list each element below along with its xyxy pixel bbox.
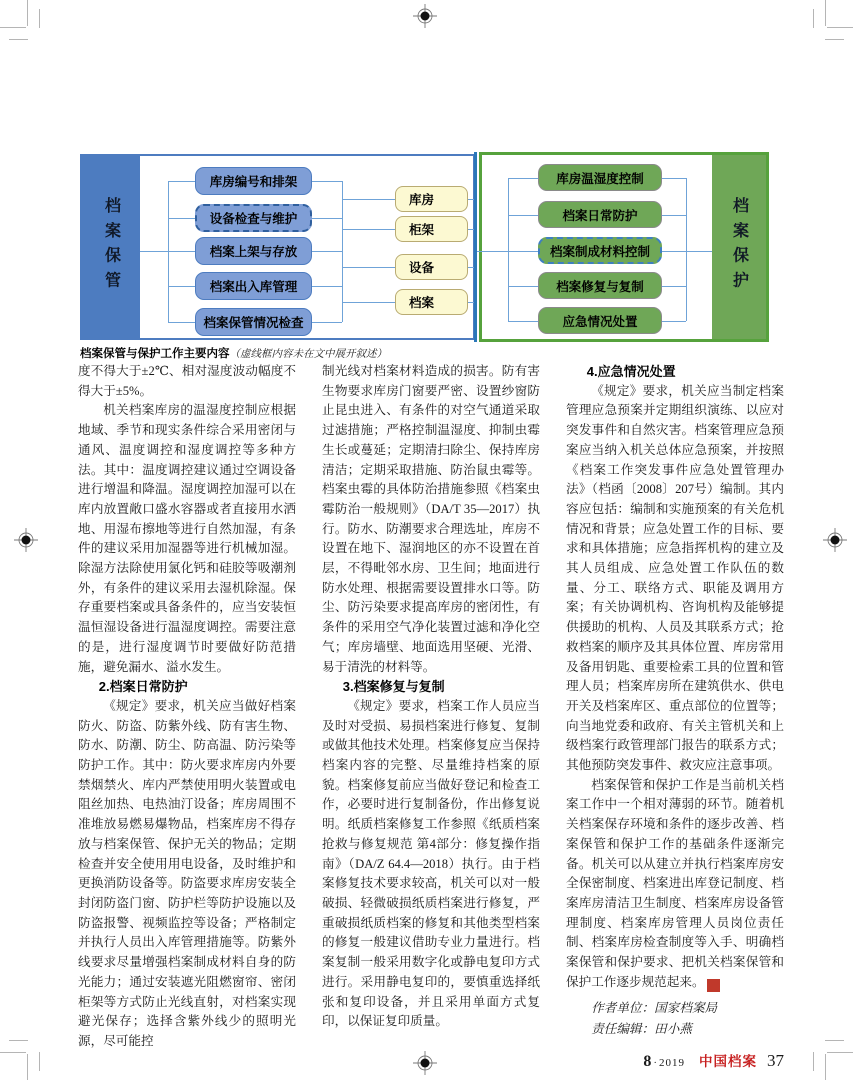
responsible-editor: 责任编辑：田小燕 — [591, 1021, 692, 1036]
diagram-box-daily-protection: 档案日常防护 — [538, 201, 662, 228]
connector-line — [508, 178, 509, 321]
connector-line — [686, 178, 687, 321]
connector-line — [662, 215, 686, 216]
diagram-caption — [80, 345, 700, 361]
closing-text: 档案保管和保护工作是当前机关档案工作中一个相对薄弱的环节。随着机关档案保存环境和条件的逐步改善、档案保管和保护工作的基础条件逐渐完备。机关可以从建立并执行档案库房安全保密制度、档案进出库登记制度、档案库房清洁卫生制度、档案库房设备管理制度、档案库房管理人员岗位责任制、档案库房检查制度等入手、明确档案保管和保护要求、把机关档案保管和保护工作逐步规范起来。 — [566, 777, 784, 989]
paragraph-daily-protection: 《规定》要求，机关应当做好档案防火、防盗、防紫外线、防有害生物、防水、防潮、防尘、防高温、防污染等防护工作。其中：防火要求库房内外要禁烟禁火、库内严禁使用明火装置或电阻丝加热、电热油汀设备；库房周围不准堆放易燃易爆物品，档案库房不得存放与档案保管、保护无关的物品；定期检查并安全使用用电设备，及时维护和更换消防设备等。防盗要求库房安装全封闭防盗门窗、防护栏等防护设施以及防盗报警、视频监控等设备；严格制定并执行人员出入库管理措施等。防紫外线要求尽量增强档案制成材料自身的防光能力；通过安装遮光阻燃窗帘、密闭柜架等方式防止光线直射，对档案实现避光保存；选择含紫外线少的照明光源，尽可能控 — [78, 698, 296, 1048]
connector-line — [342, 267, 395, 268]
connector-line — [662, 251, 686, 252]
page-number: 37 — [767, 1050, 784, 1070]
connector-line — [312, 286, 342, 287]
connector-line — [686, 251, 712, 252]
paragraph-closing — [566, 776, 784, 993]
paragraph-continuation: 制光线对档案材料造成的损害。防有害生物要求库房门窗要严密、设置纱窗防止昆虫进入、有条件的对空气通道采取过滤措施；严格控制温湿度、抑制虫霉生长或蔓延；定期清扫除尘、保持库房清洁；定期采取措施、防治鼠虫霉等。档案虫霉的具体防治措施参照《档案虫霉防治一般规则》（DA/T 35—2017）执行。防水、防潮要求合理选址，库房不设置在地下、湿润地区的亦不设置在首层，不得毗邻水房、卫生间；地面进行防水处理、根据需要设置排水口等。防尘、防污染要求提高库房的密闭性，有条件的采用空气净化装置过滤和净化空气；库房墙壁、地面选用坚硬、光滑、易于清洗的材料等。 — [322, 364, 540, 674]
diagram-divider — [474, 152, 477, 342]
issue-number: 8 — [643, 1052, 652, 1070]
connector-line — [168, 322, 195, 323]
connector-line — [168, 251, 195, 252]
connector-line — [508, 286, 538, 287]
column-3 — [566, 362, 784, 1070]
connector-line — [140, 251, 168, 252]
registration-mark-right — [823, 528, 847, 552]
connector-line — [508, 321, 538, 322]
paragraph-temp-humidity: 机关档案库房的温湿度控制应根据地域、季节和现实条件综合采用密闭与通风、温度调控和湿度调控等多种方法。其中：温度调控建议通过空调设备进行增温和降温。湿度调控加湿可以在库内放置敞口盛水容器或者直接用水洒地、用湿布擦地等进行自然加湿，有条件的建议采用加湿器等进行机械加湿。除湿方法除使用氯化钙和硅胶等吸潮剂外，有条件的建议采用去湿机除湿。保存重要档案或具备条件的，应当安装恒温恒湿设备进行温湿度调控。需要注意的是，进行湿度调节时要做好防范措施，避免漏水、溢水发生。 — [78, 403, 296, 674]
diagram-box-cabinet: 柜架 — [395, 216, 468, 242]
diagram-box-shelving: 档案上架与存放 — [195, 237, 312, 265]
issue-separator: · — [653, 1056, 657, 1069]
column-1 — [78, 362, 296, 1048]
connector-line — [312, 218, 342, 219]
diagram-box-storage-numbering: 库房编号和排架 — [195, 167, 312, 195]
protection-section-label: 档案保护 — [730, 197, 748, 297]
diagram-box-archives: 档案 — [395, 289, 468, 315]
connector-line — [662, 286, 686, 287]
connector-line — [342, 229, 395, 230]
diagram-box-inout-management: 档案出入库管理 — [195, 272, 312, 300]
heading-repair-duplication: 3.档案修复与复制 — [342, 679, 445, 695]
article-body — [78, 362, 784, 1070]
connector-line — [508, 178, 538, 179]
connector-line — [508, 251, 538, 252]
magazine-logo: 中国档案 — [699, 1053, 757, 1069]
connector-line — [662, 321, 686, 322]
page-footer — [566, 1040, 784, 1071]
diagram-caption-note: （虚线框内容未在文中展开叙述） — [229, 349, 387, 360]
connector-line — [477, 251, 508, 252]
paragraph-repair-duplication: 《规定》要求，档案工作人员应当及时对受损、易损档案进行修复、复制或做其他技术处理。档案修复应当保持档案内容的完整、尽量维持档案的原貌。档案修复前应当做好登记和检查工作，必要时进行复制备份，作出修复说明。纸质档案修复工作参照《纸质档案抢救与修复规范 第4部分：修复操作指南》（DA/Z 64.4—2018）执行。由于档案修复技术要求较高，机关可以对一般破损、轻微破损纸质档案进行修复，严重破损纸质档案的修复和其他类型档案的修复一般建议借助专业力量进行。档案复制一般采用数字化或静电复印方式进行。采用静电复印的，要慎重选择纸张和复印设备，并且采用单面方式复印，以保证复印质量。 — [322, 698, 540, 1029]
connector-line — [168, 181, 195, 182]
storage-section-bar — [82, 156, 140, 338]
connector-line — [508, 215, 538, 216]
issue-year: 2019 — [659, 1056, 685, 1069]
registration-mark-left — [14, 528, 38, 552]
connector-line — [168, 218, 195, 219]
protection-section-bar — [712, 155, 766, 339]
diagram-box-temp-humidity-control: 库房温湿度控制 — [538, 164, 662, 191]
archive-workflow-diagram — [80, 152, 770, 342]
diagram-box-emergency-handling: 应急情况处置 — [538, 307, 662, 334]
column-2 — [322, 362, 540, 1029]
connector-line — [662, 178, 686, 179]
registration-mark-top — [413, 4, 437, 28]
diagram-box-material-control: 档案制成材料控制 — [538, 237, 662, 264]
author-info — [566, 998, 784, 1040]
diagram-box-equipment-check: 设备检查与维护 — [195, 204, 312, 232]
article-end-seal: 档 — [707, 979, 720, 992]
heading-daily-protection: 2.档案日常防护 — [98, 679, 188, 695]
paragraph-continuation: 度不得大于±2℃、相对湿度波动幅度不得大于±5%。 — [78, 364, 296, 398]
registration-mark-bottom — [413, 1051, 437, 1075]
connector-line — [342, 302, 395, 303]
diagram-caption-title: 档案保管与保护工作主要内容 — [80, 348, 230, 360]
diagram-box-storage-inspection: 档案保管情况检查 — [195, 308, 312, 336]
heading-emergency-handling: 4.应急情况处置 — [586, 364, 676, 379]
connector-line — [312, 251, 342, 252]
paragraph-emergency-handling: 《规定》要求，机关应当制定档案管理应急预案并定期组织演练、以应对突发事件和自然灾害。档案管理应急预案应当纳入机关总体应急预案，并按照《档案工作突发事件应急处置管理办法》（档函〔2008〕207号）编制。其内容应包括：编制和实施预案的有关危机情况和背景；应急处置工作的目标、要求和具体措施；应急指挥机构的建立及其人员组成、应急处置工作队伍的数量、分工、联络方式、职能及调用方案；有关协调机构、咨询机构及能够提供援助的机构、人员及其联系方式；抢救档案的顺序及其具体位置、库房常用及备用钥匙、重要检索工具的位置和管理人员；档案库房所在建筑供水、供电开关及档案库区、重点部位的位置等；向当地党委和政府、有关主管机关和上级档案行政管理部门报告的联系方式；其他预防突发事件、救灾应注意事项。 — [566, 383, 784, 773]
diagram-box-repair-duplication: 档案修复与复制 — [538, 272, 662, 299]
connector-line — [312, 322, 342, 323]
connector-line — [168, 286, 195, 287]
connector-line — [342, 199, 395, 200]
connector-line — [312, 181, 342, 182]
diagram-box-equipment: 设备 — [395, 254, 468, 280]
author-unit: 作者单位：国家档案局 — [591, 1000, 718, 1015]
diagram-box-storeroom: 库房 — [395, 186, 468, 212]
connector-line — [342, 181, 343, 322]
storage-section-label: 档案保管 — [102, 197, 120, 297]
